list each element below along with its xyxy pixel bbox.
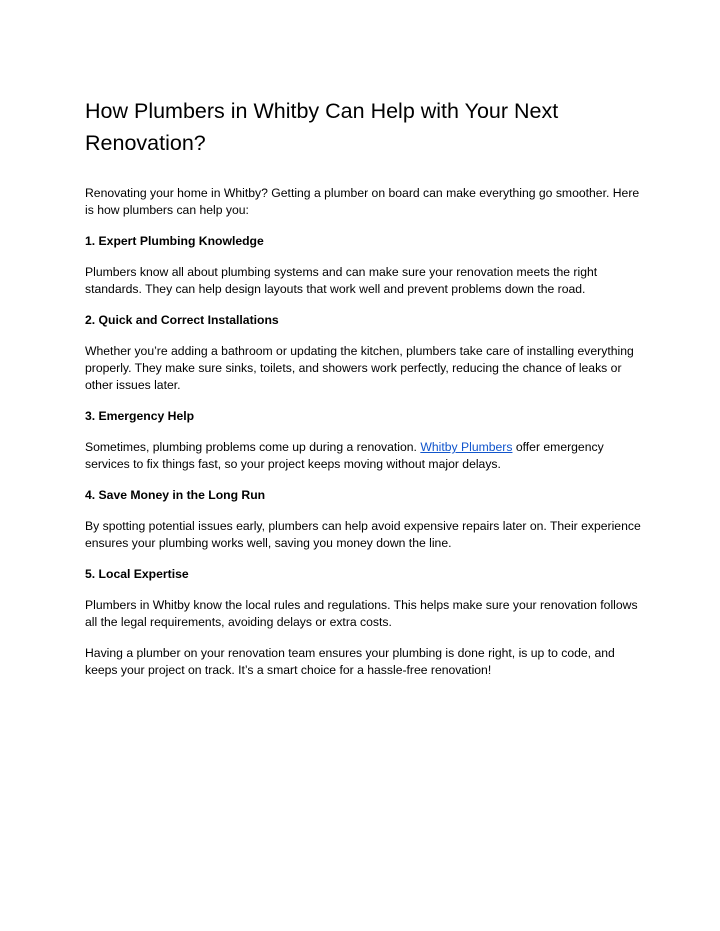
section-body-after-link: offer emergency services to fix things fast, so your project keeps moving without major delays. xyxy=(85,440,604,471)
whitby-plumbers-link[interactable]: Whitby Plumbers xyxy=(420,440,513,454)
intro-paragraph: Renovating your home in Whitby? Getting a plumber on board can make everything go smoother. Here is how plumbers can help you: xyxy=(85,186,640,217)
section-body: Plumbers know all about plumbing systems and can make sure your renovation meets the right standards. They can help design layouts that work well and prevent problems down the road. xyxy=(85,265,598,296)
section-heading: 5. Local Expertise xyxy=(85,567,189,581)
conclusion-paragraph: Having a plumber on your renovation team ensures your plumbing is done right, is up to code, and keeps your project on track. It’s a smart choice for a hassle-free renovation! xyxy=(85,646,615,677)
section-body: Plumbers in Whitby know the local rules and regulations. This helps make sure your renovation follows all the legal requirements, avoiding delays or extra costs. xyxy=(85,598,638,629)
document-page xyxy=(85,95,645,693)
document-title: How Plumbers in Whitby Can Help with Your Next Renovation? xyxy=(85,99,559,155)
section-5 xyxy=(85,566,645,631)
section-3 xyxy=(85,408,645,473)
section-heading: 4. Save Money in the Long Run xyxy=(85,488,266,502)
section-body-before-link: Sometimes, plumbing problems come up during a renovation. xyxy=(85,440,421,454)
section-body: By spotting potential issues early, plumbers can help avoid expensive repairs later on. Their experience ensures your plumbing works well, saving you money down the line. xyxy=(85,519,641,550)
section-4 xyxy=(85,487,645,552)
section-body xyxy=(85,439,645,473)
section-body: Whether you’re adding a bathroom or updating the kitchen, plumbers take care of installing everything properly. They make sure sinks, toilets, and showers work perfectly, reducing the chance of leaks or other issues later. xyxy=(85,344,634,392)
section-2 xyxy=(85,312,645,394)
section-heading: 2. Quick and Correct Installations xyxy=(85,313,279,327)
section-heading: 1. Expert Plumbing Knowledge xyxy=(85,234,264,248)
section-heading: 3. Emergency Help xyxy=(85,409,195,423)
section-1 xyxy=(85,233,645,298)
